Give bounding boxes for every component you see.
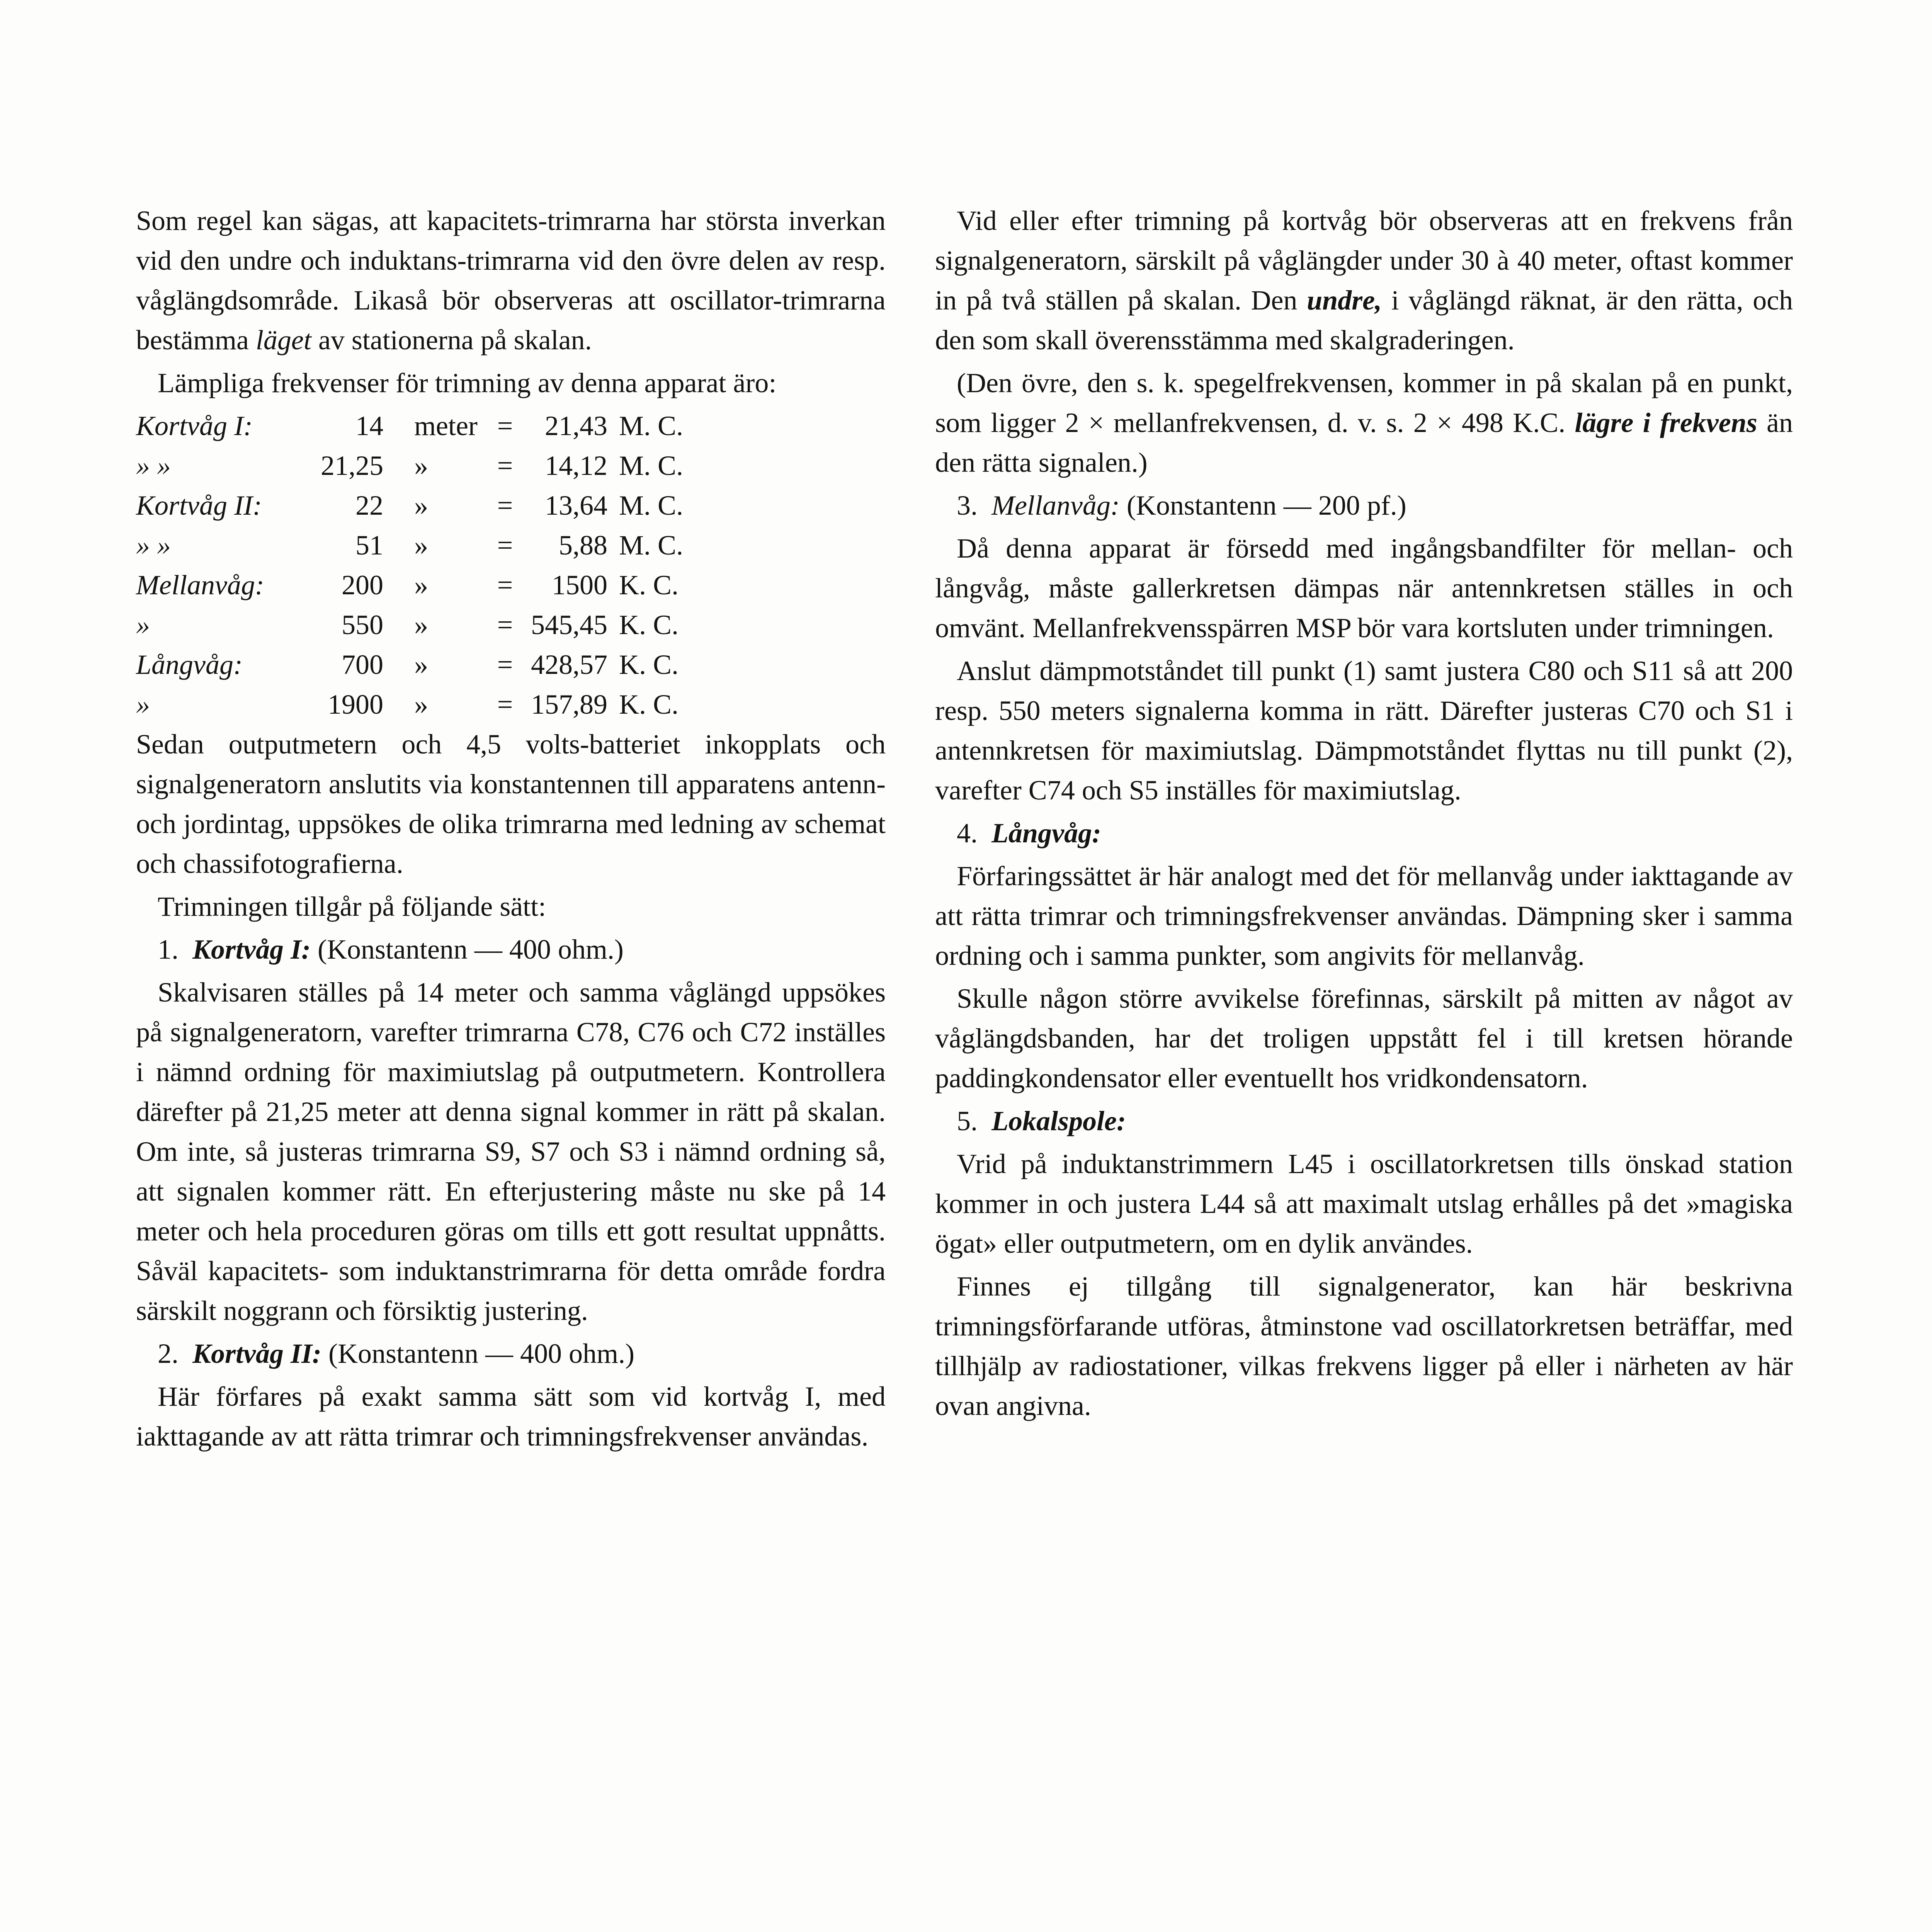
section-heading <box>935 813 1793 853</box>
paragraph-text: i våglängd räknat, är den rätta, och den som skall överensstämma med skalgraderingen. <box>935 285 1793 355</box>
frequency-cell-band: » » <box>136 450 171 481</box>
section-heading <box>935 486 1793 526</box>
frequency-cell-val: 14,12 <box>545 450 607 481</box>
frequency-cell-eq: = <box>497 450 513 481</box>
frequency-cell-band: » » <box>136 530 171 561</box>
frequency-cell-unit: » <box>414 570 428 600</box>
section-note: (Konstantenn — 200 pf.) <box>1126 490 1406 521</box>
section-number: 5. <box>957 1105 978 1136</box>
frequency-row <box>136 685 696 724</box>
paragraph: Finnes ej tillgång till signalgenerator, kan här beskrivna trimningsförfarande utföras, åtminstone vad oscillatorkretsen beträffar, med tillhjälp av radiostationer, vilkas frekvens ligger på eller i närheten av här ovan angivna. <box>935 1271 1793 1421</box>
frequency-cell-eq: = <box>497 410 513 441</box>
frequency-cell-val: 545,45 <box>531 609 607 640</box>
frequency-cell-u: M. C. <box>619 530 684 561</box>
frequency-cell-unit: meter <box>414 410 478 441</box>
italic-text: läget <box>255 325 311 355</box>
paragraph: Här förfares på exakt samma sätt som vid kortvåg I, med iakttagande av att rätta trimrar och trimningsfrekvenser användas. <box>136 1381 886 1452</box>
section-number: 3. <box>957 490 978 521</box>
section-heading <box>136 930 886 969</box>
section-title: Lokalspole: <box>992 1105 1126 1136</box>
frequency-cell-val: 5,88 <box>559 530 607 561</box>
frequency-cell-u: K. C. <box>619 689 679 720</box>
frequency-cell-band: Kortvåg I: <box>136 410 253 441</box>
frequency-cell-num: 200 <box>342 570 383 600</box>
section-title: Kortvåg I: <box>192 934 311 965</box>
paragraph-text: Som regel kan sägas, att kapacitets-trimrarna har största inverkan vid den undre och induktans-trimrarna vid den övre delen av resp. våglängdsområde. Likaså bör observeras att oscillator-trimrarna bestämma <box>136 205 886 355</box>
paragraph-text: än den rätta signalen.) <box>935 407 1793 478</box>
paragraph: Trimningen tillgår på följande sätt: <box>158 891 546 922</box>
paragraph: Skalvisaren ställes på 14 meter och samma våglängd uppsökes på signalgeneratorn, varefter trimrarna C78, C76 och C72 inställes i nämnd ordning för maximiutslag på outputmetern. Kontrollera därefter på 21,25 meter att denna signal kommer in rätt på skalan. Om inte, så justeras trimrarna S9, S7 och S3 i nämnd ordning så, att signalen kommer rätt. En efterjustering måste nu ske på 14 meter och hela proceduren göras om tills ett gott resultat uppnåtts. Såväl kapacitets- som induktanstrimrarna för detta område fordra särskilt noggrann och försiktig justering. <box>136 977 886 1326</box>
left-column <box>136 201 886 1459</box>
frequency-cell-u: K. C. <box>619 609 679 640</box>
frequency-cell-u: K. C. <box>619 570 679 600</box>
frequency-row <box>136 406 696 446</box>
frequency-cell-val: 1500 <box>552 570 607 600</box>
frequency-cell-num: 1900 <box>328 689 383 720</box>
italic-text: undre, <box>1307 285 1382 316</box>
frequency-cell-num: 550 <box>342 609 383 640</box>
frequency-row <box>136 486 696 526</box>
paragraph: Förfaringssättet är här analogt med det för mellanvåg under iakttagande av att rätta trimrar och trimningsfrekvenser användas. Dämpning sker i samma ordning och i samma punkter, som angivits för mellanvåg. <box>935 861 1793 971</box>
frequency-cell-u: K. C. <box>619 649 679 680</box>
frequency-cell-num: 21,25 <box>321 450 383 481</box>
paragraph: Skulle någon större avvikelse förefinnas, särskilt på mitten av något av våglängdsbanden, har det troligen uppstått fel i till kretsen hörande paddingkondensator eller eventuellt hos vridkondensatorn. <box>935 983 1793 1094</box>
frequency-cell-num: 14 <box>355 410 383 441</box>
paragraph <box>935 363 1793 483</box>
paragraph-text: (Den övre, den s. k. spegelfrekvensen, kommer in på skalan på en punkt, som ligger 2 × mellanfrekvensen, d. v. s. 2 × 498 K.C. <box>935 367 1793 438</box>
frequency-table-body <box>136 406 696 724</box>
frequency-cell-u: M. C. <box>619 490 684 521</box>
section-title: Mellanvåg: <box>992 490 1120 521</box>
frequency-row <box>136 605 696 645</box>
frequency-cell-u: M. C. <box>619 450 684 481</box>
frequency-cell-val: 21,43 <box>545 410 607 441</box>
frequency-cell-band: » <box>136 689 150 720</box>
paragraph-text: av stationerna på skalan. <box>318 325 592 355</box>
frequency-cell-band: Kortvåg II: <box>136 490 262 521</box>
frequency-cell-band: Mellanvåg: <box>136 570 264 600</box>
frequency-cell-unit: » <box>414 450 428 481</box>
section-number: 1. <box>158 934 179 965</box>
section-heading <box>136 1334 886 1374</box>
frequency-cell-eq: = <box>497 689 513 720</box>
paragraph: Då denna apparat är försedd med ingångsbandfilter för mellan- och långvåg, måste gallerkretsen dämpas när antennkretsen ställes in och omvänt. Mellanfrekvensspärren MSP bör vara kortsluten under trimningen. <box>935 533 1793 643</box>
frequency-cell-val: 13,64 <box>545 490 607 521</box>
frequency-cell-unit: » <box>414 609 428 640</box>
paragraph: Anslut dämpmotståndet till punkt (1) samt justera C80 och S11 så att 200 resp. 550 meters signalerna komma in rätt. Därefter justeras C70 och S1 i antennkretsen för maximiutslag. Dämpmotståndet flyttas nu till punkt (2), varefter C74 och S5 inställes för maximiutslag. <box>935 655 1793 806</box>
frequency-cell-unit: » <box>414 689 428 720</box>
frequency-cell-num: 51 <box>355 530 383 561</box>
frequency-table <box>136 406 696 724</box>
frequency-cell-band: » <box>136 609 150 640</box>
frequency-cell-eq: = <box>497 570 513 600</box>
frequency-cell-unit: » <box>414 649 428 680</box>
frequency-row <box>136 565 696 605</box>
section-note: (Konstantenn — 400 ohm.) <box>328 1338 634 1369</box>
paragraph: Sedan outputmetern och 4,5 volts-batteriet inkopplats och signalgeneratorn anslutits via konstantennen till apparatens antenn- och jordintag, uppsökes de olika trimrarna med ledning av schemat och chassifotografierna. <box>136 729 886 879</box>
frequency-cell-num: 700 <box>342 649 383 680</box>
frequency-cell-eq: = <box>497 609 513 640</box>
section-title: Kortvåg II: <box>192 1338 322 1369</box>
italic-text: lägre i frekvens <box>1575 407 1757 438</box>
frequency-row <box>136 446 696 486</box>
section-note: (Konstantenn — 400 ohm.) <box>318 934 624 965</box>
frequency-cell-unit: » <box>414 530 428 561</box>
paragraph <box>136 201 886 360</box>
frequency-cell-val: 428,57 <box>531 649 607 680</box>
section-number: 4. <box>957 818 978 849</box>
section-heading <box>935 1101 1793 1141</box>
section-title: Långvåg: <box>992 818 1101 849</box>
frequency-cell-eq: = <box>497 490 513 521</box>
paragraph <box>935 201 1793 360</box>
paragraph: Lämpliga frekvenser för trimning av denna apparat äro: <box>158 367 777 398</box>
frequency-cell-band: Långvåg: <box>136 649 243 680</box>
paragraph-text: Vid eller efter trimning på kortvåg bör observeras att en frekvens från signalgeneratorn, särskilt på våglängder under 30 à 40 meter, oftast kommer in på två ställen på skalan. Den <box>935 205 1793 316</box>
frequency-row <box>136 645 696 685</box>
frequency-cell-u: M. C. <box>619 410 684 441</box>
frequency-cell-eq: = <box>497 530 513 561</box>
frequency-cell-num: 22 <box>355 490 383 521</box>
section-number: 2. <box>158 1338 179 1369</box>
frequency-row <box>136 526 696 565</box>
frequency-cell-unit: » <box>414 490 428 521</box>
frequency-cell-eq: = <box>497 649 513 680</box>
frequency-cell-val: 157,89 <box>531 689 607 720</box>
paragraph: Vrid på induktanstrimmern L45 i oscillatorkretsen tills önskad station kommer in och justera L44 så att maximalt utslag erhålles på det »magiska ögat» eller outputmetern, om en dylik användes. <box>935 1148 1793 1259</box>
right-column <box>935 201 1793 1429</box>
